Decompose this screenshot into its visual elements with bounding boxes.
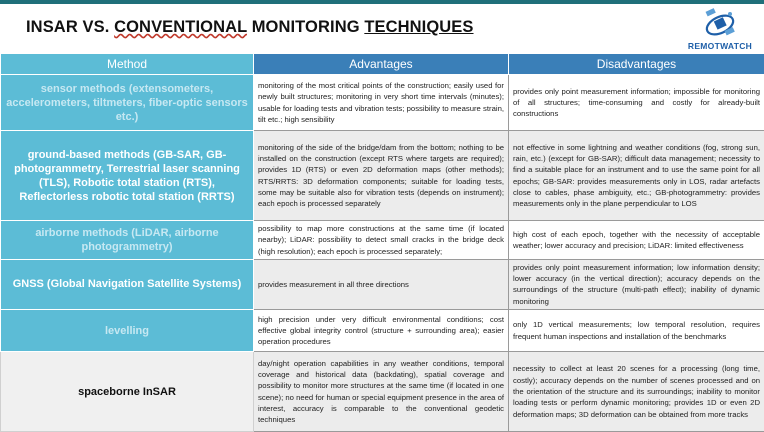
advantages-cell: provides measurement in all three directions (254, 259, 509, 309)
table-header-row (1, 54, 764, 75)
title-part-1: INSAR VS. (26, 18, 114, 36)
table-row (1, 131, 764, 221)
header-disadvantages: Disadvantages (509, 54, 764, 75)
method-cell: GNSS (Global Navigation Satellite Systems) (1, 259, 254, 309)
title-part-3: MONITORING (247, 18, 364, 36)
remotwatch-logo (676, 6, 762, 50)
advantages-cell: high precision under very difficult environmental conditions; cost effective global integrity control (structure + surrounding area); easier operation procedures (254, 310, 509, 352)
advantages-cell: monitoring of the most critical points of the construction; easily used for newly built structures; monitoring in very short time intervals (minutes); usable for loading tests and vibration tests; possibility to measure strain, tilt etc.; high sensibility (254, 75, 509, 131)
method-cell: airborne methods (LiDAR, airborne photogrammetry) (1, 221, 254, 260)
table-row (1, 352, 764, 432)
disadvantages-cell: provides only point measurement information; low information density; lower accuracy (in the vertical direction); accuracy depends on the surroundings of the structure (multi-path effect); inability of dynamic monitoring (509, 259, 764, 309)
table-row (1, 75, 764, 131)
satellite-icon (700, 6, 740, 40)
disadvantages-cell: high cost of each epoch, together with the necessity of acceptable weather; lower accuracy and precision; LiDAR: limited effectiveness (509, 221, 764, 260)
advantages-cell: monitoring of the side of the bridge/dam from the bottom; nothing to be installed on the construction (except RTS where targets are required); provides 1D (RTS) or even 2D deformation maps (other methods); RTS/RRTS: 3D deformation components; suitable for loading tests, some may be suitable also for vibration tests (depends on instrument); each epoch is processed separately (254, 131, 509, 221)
advantages-cell: possibility to map more constructions at the same time (if located nearby); LiDAR: possibility to detect small cracks in the bridge deck (high resolution); each epoch is processed separately; (254, 221, 509, 260)
table-row (1, 259, 764, 309)
title-part-4: TECHNIQUES (364, 18, 473, 36)
table-row (1, 310, 764, 352)
advantages-cell: day/night operation capabilities in any weather conditions, temporal coverage and historical data (backdating), spatial coverage and possibility to monitor more structures at the same time (if located in one scene); no need for human or special equipment presence in the area of interest, accuracy is comparable to the conventional geodetic techniques (254, 352, 509, 432)
header-advantages: Advantages (254, 54, 509, 75)
top-accent-bar (0, 0, 764, 4)
method-cell: ground-based methods (GB-SAR, GB-photogrammetry, Terrestrial laser scanning (TLS), Robotic total station (RTS), Reflectorless robotic total station (RRTS) (1, 131, 254, 221)
disadvantages-cell: provides only point measurement information; impossible for monitoring of all structures; time-consuming and costly for already-built constructions (509, 75, 764, 131)
page-title (26, 18, 474, 37)
method-cell: levelling (1, 310, 254, 352)
method-cell: sensor methods (extensometers, accelerometers, tiltmeters, fiber-optic sensors etc.) (1, 75, 254, 131)
disadvantages-cell: only 1D vertical measurements; low temporal resolution, requires frequent human inspections and installation of the benchmarks (509, 310, 764, 352)
header-method: Method (1, 54, 254, 75)
comparison-table (0, 53, 764, 432)
logo-brand-text: REMOTWATCH (678, 41, 762, 51)
method-cell: spaceborne InSAR (1, 352, 254, 432)
disadvantages-cell: not effective in some lightning and weather conditions (fog, strong sun, rain, etc.) (except for GB-SAR); difficult data management; necessity to find a suitable place for an instrument and to use the same point for all epochs; GB-SAR: provides measurements only in LOS, radar artefacts close to cables, phase ambiguity, etc.; GB-photogrammetry: provides measurements only in the plane perpendicular to LOS (509, 131, 764, 221)
disadvantages-cell: necessity to collect at least 20 scenes for a processing (long time, costly); accuracy depends on the number of scenes processed and on the orientation of the structure and its surroundings; inability to monitor loading tests or perform dynamic monitoring; provides 1D or even 2D deformation maps; 3D deformation can be obtained from more tracks (509, 352, 764, 432)
table-row (1, 221, 764, 260)
title-part-2: CONVENTIONAL (114, 18, 247, 36)
